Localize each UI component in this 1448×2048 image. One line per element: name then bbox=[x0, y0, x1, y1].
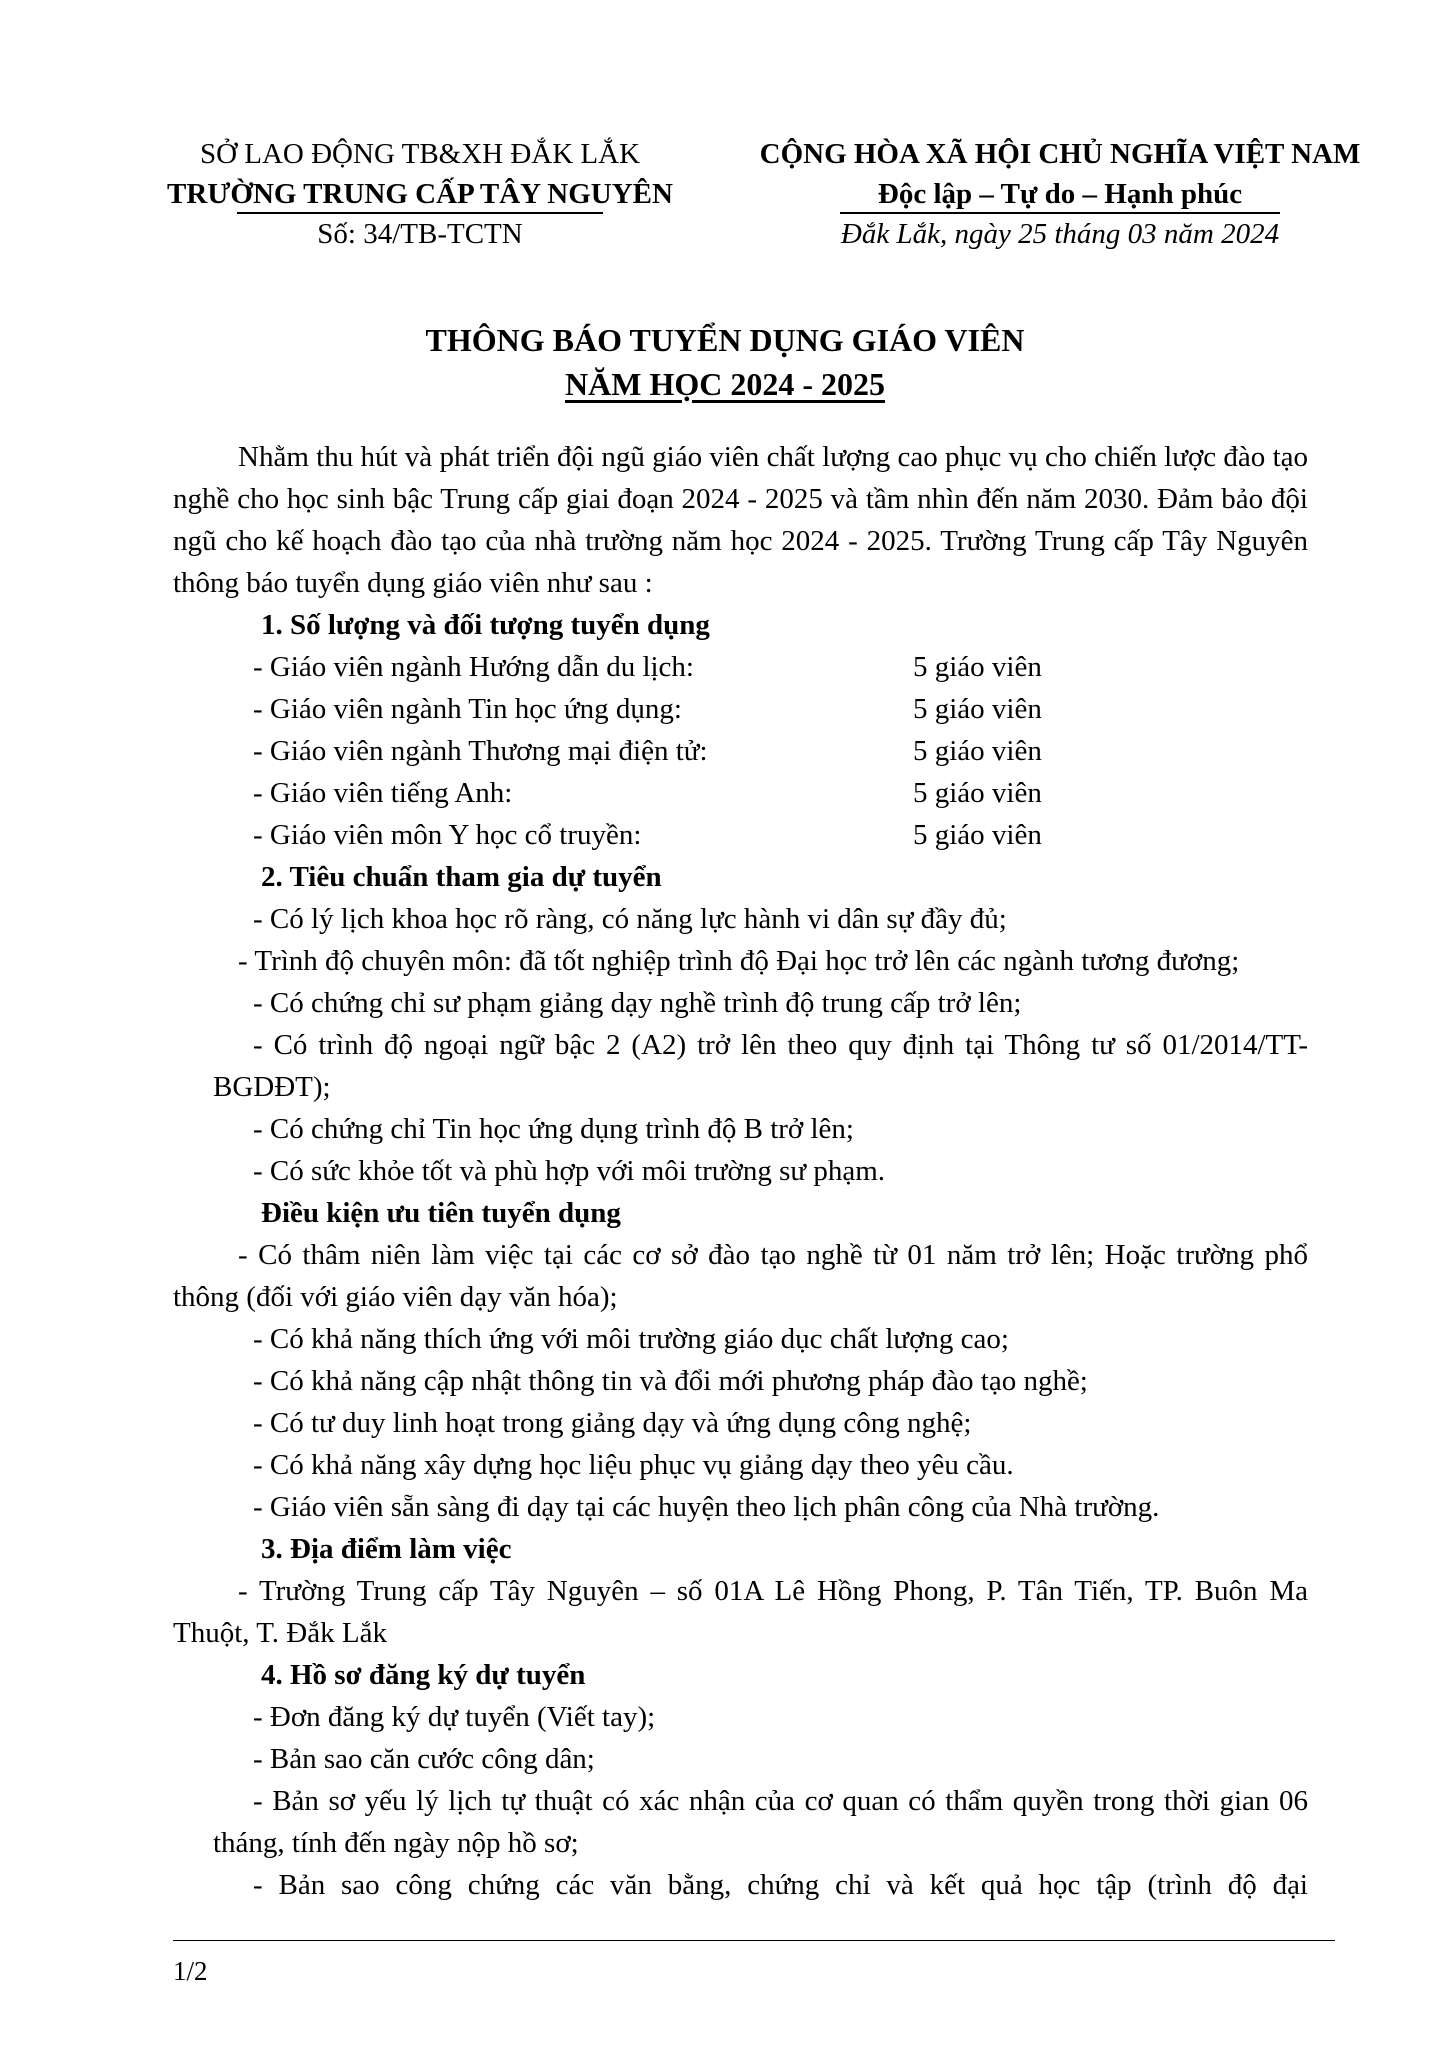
list-item: - Giáo viên tiếng Anh: 5 giáo viên bbox=[253, 777, 1042, 809]
title-line-2: NĂM HỌC 2024 - 2025 bbox=[565, 366, 885, 402]
issuer-header bbox=[150, 134, 690, 254]
list-item: - Có sức khỏe tốt và phù hợp với môi trường sư phạm. bbox=[253, 1155, 886, 1187]
list-item: - Có chứng chỉ sư phạm giảng dạy nghề trình độ trung cấp trở lên; bbox=[253, 987, 1022, 1019]
list-item: - Có khả năng xây dựng học liệu phục vụ giảng dạy theo yêu cầu. bbox=[253, 1449, 1014, 1481]
title-line-1: THÔNG BÁO TUYỂN DỤNG GIÁO VIÊN bbox=[425, 322, 1025, 358]
section-4-heading: 4. Hồ sơ đăng ký dự tuyển bbox=[261, 1659, 586, 1691]
section-3-heading: 3. Địa điểm làm việc bbox=[261, 1533, 512, 1565]
school-name: TRƯỜNG TRUNG CẤP TÂY NGUYÊN bbox=[167, 178, 673, 210]
list-item: - Có chứng chỉ Tin học ứng dụng trình độ B trở lên; bbox=[253, 1113, 854, 1145]
workplace-address: - Trường Trung cấp Tây Nguyên – số 01A Lê Hồng Phong, P. Tân Tiến, TP. Buôn Ma Thuột, T. Đắk Lắk bbox=[173, 1575, 1308, 1649]
section-2-heading: 2. Tiêu chuẩn tham gia dự tuyển bbox=[261, 861, 662, 893]
list-item: - Giáo viên môn Y học cổ truyền: 5 giáo viên bbox=[253, 819, 1042, 851]
ministry-name: SỞ LAO ĐỘNG TB&XH ĐẮK LẮK bbox=[199, 138, 641, 170]
document-title bbox=[150, 318, 1300, 406]
list-item: - Giáo viên sẵn sàng đi dạy tại các huyện theo lịch phân công của Nhà trường. bbox=[253, 1491, 1160, 1523]
intro-paragraph: Nhằm thu hút và phát triển đội ngũ giáo viên chất lượng cao phục vụ cho chiến lược đào tạo nghề cho học sinh bậc Trung cấp giai đoạn 2024 - 2025 và tầm nhìn đến năm 2030. Đảm bảo đội ngũ cho kế hoạch đào tạo của nhà trường năm học 2024 - 2025. Trường Trung cấp Tây Nguyên thông báo tuyển dụng giáo viên như sau : bbox=[173, 441, 1308, 599]
list-item: - Có lý lịch khoa học rõ ràng, có năng lực hành vi dân sự đầy đủ; bbox=[253, 903, 1007, 935]
national-motto: Độc lập – Tự do – Hạnh phúc bbox=[877, 178, 1243, 210]
list-item: - Có tư duy linh hoạt trong giảng dạy và ứng dụng công nghệ; bbox=[253, 1407, 972, 1439]
priority-heading: Điều kiện ưu tiên tuyển dụng bbox=[261, 1197, 621, 1229]
list-item: - Trình độ chuyên môn: đã tốt nghiệp trình độ Đại học trở lên các ngành tương đương; bbox=[238, 945, 1240, 977]
list-item: - Có trình độ ngoại ngữ bậc 2 (A2) trở lên theo quy định tại Thông tư số 01/2014/TT-BGDĐT); bbox=[213, 1029, 1308, 1103]
national-header bbox=[740, 134, 1380, 254]
national-title: CỘNG HÒA XÃ HỘI CHỦ NGHĨA VIỆT NAM bbox=[759, 138, 1361, 170]
list-item: - Bản sao công chứng các văn bằng, chứng chỉ và kết quả học tập (trình độ đại bbox=[253, 1869, 1308, 1901]
list-item: - Có khả năng cập nhật thông tin và đổi mới phương pháp đào tạo nghề; bbox=[253, 1365, 1088, 1397]
list-item: - Giáo viên ngành Hướng dẫn du lịch: 5 giáo viên bbox=[253, 651, 1042, 683]
list-item: - Bản sơ yếu lý lịch tự thuật có xác nhận của cơ quan có thẩm quyền trong thời gian 06 tháng, tính đến ngày nộp hồ sơ; bbox=[213, 1785, 1308, 1859]
issue-date: Đắk Lắk, ngày 25 tháng 03 năm 2024 bbox=[840, 218, 1280, 250]
footer-divider bbox=[173, 1940, 1335, 1941]
list-item: - Có khả năng thích ứng với môi trường giáo dục chất lượng cao; bbox=[253, 1323, 1009, 1355]
page-number: 1/2 bbox=[173, 1956, 208, 1986]
document-body bbox=[173, 436, 1308, 1906]
list-item: - Giáo viên ngành Tin học ứng dụng: 5 giáo viên bbox=[253, 693, 1042, 725]
list-item: - Giáo viên ngành Thương mại điện tử: 5 giáo viên bbox=[253, 735, 1042, 767]
list-item: - Đơn đăng ký dự tuyển (Viết tay); bbox=[253, 1701, 656, 1733]
list-item: - Có thâm niên làm việc tại các cơ sở đào tạo nghề từ 01 năm trở lên; Hoặc trường phổ thông (đối với giáo viên dạy văn hóa); bbox=[173, 1239, 1308, 1313]
section-1-heading: 1. Số lượng và đối tượng tuyển dụng bbox=[261, 609, 710, 641]
list-item: - Bản sao căn cước công dân; bbox=[253, 1743, 595, 1775]
document-number: Số: 34/TB-TCTN bbox=[317, 218, 523, 250]
